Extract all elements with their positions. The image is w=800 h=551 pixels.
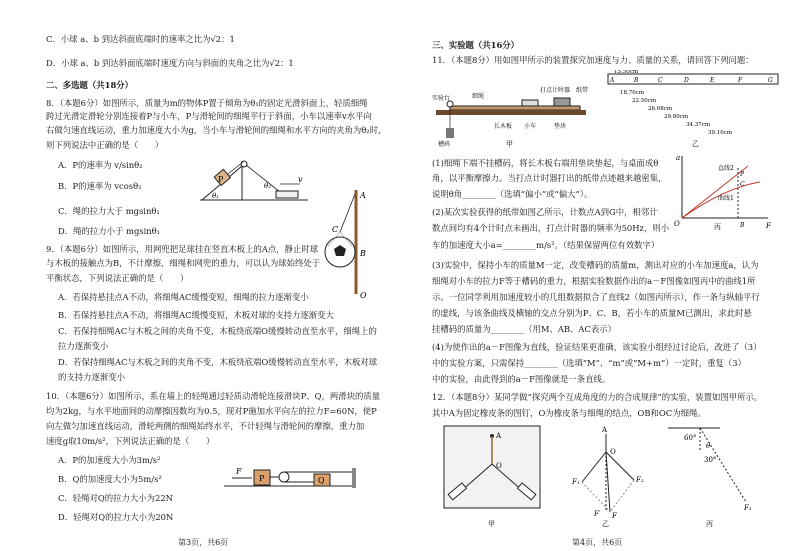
- q11-part1-2: 角，以平衡摩擦力。当打点计时器打出的纸带点迹越来越密集，: [432, 173, 667, 183]
- label-c: C: [332, 225, 339, 234]
- tape-point-c: C: [658, 77, 663, 84]
- label-bing: 丙: [706, 520, 713, 528]
- q10-option-c: C．轻绳对Q的拉力大小为22N: [58, 493, 174, 503]
- wall: [352, 468, 356, 488]
- label-pad: 垫块: [554, 123, 567, 130]
- q8-stem-4: 则下列说法中正确的是（ ）: [46, 140, 164, 150]
- q9-stem-1: 9．（本题6分）如图所示，用网兜把足球挂在竖直木板上的A点，静止时球: [46, 244, 319, 254]
- q11-part3-5: 挂槽码的质量为________（用M、AB、AC表示）: [432, 324, 616, 334]
- q10-option-d: D．轻绳对Q的拉力大小为20N: [58, 512, 174, 522]
- q11-part4-1: (4)为使作出的a－F图像为直线，验证结果更准确，该实验小组经过讨论后，改进了（3）: [432, 342, 762, 352]
- label-theta2: θ₂: [264, 182, 272, 190]
- q9-option-d-1: D．若保持细绳AC与木板之间的夹角不变，木板绕底端O缓慢转动直至水平，木板对球: [58, 357, 378, 367]
- label-f: F: [612, 512, 617, 520]
- lab-table: [436, 110, 586, 115]
- label-bing: 丙: [714, 223, 721, 230]
- q9-option-c-1: C．若保持细绳AC与木板之间的夹角不变，木板绕底端O缓慢转动直至水平，细绳上的: [58, 326, 377, 336]
- label-f1: F₁: [744, 504, 752, 512]
- label-p: P: [259, 474, 265, 483]
- page-4: [400, 0, 790, 551]
- tape-point-b: B: [634, 77, 639, 84]
- tape-dist-2: 18.70cm: [620, 90, 645, 96]
- q10-stem-3: 向左做匀加速直线运动，滑轮两侧的细绳始终水平，不计轻绳与滑轮间的摩擦，重力加: [46, 421, 365, 431]
- q8-option-b: B．P的速率为 vcosθ₂: [58, 181, 142, 191]
- label-b: B: [360, 249, 366, 258]
- label-f1: F₁: [572, 478, 580, 486]
- label-board: 长木板: [494, 123, 513, 130]
- q10-stem-1: 10．（本题6分）如图所示，系在墙上的轻绳通过轻质动滑轮连接滑块P、Q，两滑块的质量: [46, 391, 381, 401]
- q11-stem: 11．（本题8分）用如图甲所示的装置探究加速度与力、质量的关系，请回答下列问题：: [432, 55, 754, 65]
- tape-dist-6: 34.37cm: [686, 122, 711, 128]
- q11-part2-2: 数点间均有4个计时点未画出，打点计时器的频率为50Hz，则小: [432, 223, 670, 233]
- label-theta: θ: [706, 442, 711, 450]
- long-board: [450, 106, 580, 110]
- q12-figure-yi: [556, 422, 656, 530]
- q12-stem-2: 其中A为固定橡皮条的图钉，O为橡皮条与细绳的结点，OB和OC为细绳。: [432, 408, 706, 418]
- label-c: C: [740, 181, 745, 188]
- label-f: F: [236, 467, 242, 476]
- label-60: 60°: [684, 434, 697, 442]
- q8-figure: [196, 136, 314, 206]
- label-pulley: 细绳: [472, 93, 485, 100]
- q12-figure-jia: [440, 422, 548, 530]
- label-weights: 槽码: [438, 141, 451, 148]
- q11-part3-3: 示。一位同学利用加速度较小的几组数据拟合了直线2（如图丙所示），作一条与纵轴平行: [432, 292, 760, 302]
- q11-figure-jia: [432, 70, 600, 152]
- tape-dist-4: 26.08cm: [648, 106, 673, 112]
- q10-stem-2: 均为2kg，与水平地面间的动摩擦因数均为0.5，现对P施加水平向左的拉力F=60N，使P: [46, 406, 377, 416]
- page-footer: 第4页，共6页: [572, 538, 623, 547]
- tape-point-d: D: [684, 77, 689, 84]
- pulley: [241, 161, 247, 167]
- rope-ac: [340, 194, 355, 232]
- rope-1: [228, 162, 243, 174]
- label-p: P: [218, 175, 224, 184]
- q11-part1-3: 说明θ角________（选填“偏小”或“偏大”）。: [432, 189, 593, 199]
- label-q: Q: [318, 476, 325, 485]
- vector-f1: [582, 452, 606, 482]
- q11-part1-1: (1)细绳下端不挂槽码，将长木板右端用垫块垫起，与桌面成θ: [432, 158, 659, 168]
- label-jia: 甲: [488, 520, 495, 528]
- label-timer: 打点计时器: [540, 87, 571, 94]
- tape-dist-1: 15.50cm: [614, 70, 639, 75]
- label-line2: 直线2: [718, 165, 734, 172]
- tape-point-g: G: [768, 77, 773, 84]
- q11-part3-1: (3)实验中，保持小车的质量M一定，改变槽码的质量m，测出对应的小车加速度a，认为: [432, 260, 759, 270]
- q11-part4-2: 中的实验方案，只需保持________（选填“M”、“m”或“M+m”）一定时，重复（3）: [432, 358, 746, 368]
- q11-figure-yi-tape: [606, 70, 782, 148]
- label-o: O: [674, 220, 680, 228]
- cart: [522, 100, 538, 106]
- force-direction: [700, 428, 746, 502]
- label-yi: 乙: [692, 140, 699, 148]
- q8-option-d: D．绳的拉力小于 mgsinθ₁: [58, 226, 161, 236]
- label-o: O: [610, 448, 616, 456]
- option-7d: D．小球 a、b 到达斜面底端时速度方向与斜面的夹角之比为√2：1: [46, 58, 294, 68]
- pulley: [279, 472, 289, 482]
- tape-point-e: E: [710, 77, 715, 84]
- q12-figure-bing: [660, 422, 760, 530]
- q9-figure: [318, 186, 370, 302]
- page-footer: 第3页，共6页: [178, 538, 229, 547]
- label-cart: 小车: [524, 123, 537, 130]
- label-curve1: 曲线1: [718, 195, 734, 202]
- label-jia: 甲: [506, 140, 513, 148]
- label-a: a: [676, 154, 681, 162]
- tape-point-f: F: [738, 77, 743, 84]
- weights: [446, 128, 454, 138]
- q11-part3-2: 细绳对小车的拉力F等于槽码的重力，根据实验数据作出的a－F图像如图丙中的曲线1所: [432, 276, 756, 286]
- parallelogram-2: [610, 480, 634, 512]
- q8-stem-2: 跨过光滑定滑轮分别连接着P与小车，P与滑轮间的细绳平行于斜面，小车以速率v水平向: [46, 111, 372, 121]
- label-desk: 实验台: [432, 95, 451, 102]
- label-b: B: [740, 222, 745, 229]
- cart: [276, 191, 298, 198]
- tape-dist-3: 22.50cm: [632, 98, 657, 104]
- label-f2: F₂: [636, 476, 644, 484]
- option-7c: C．小球 a、b 到达斜面底端时的速率之比为√2：1: [46, 34, 235, 44]
- rope-2: [246, 165, 280, 192]
- q12-stem-1: 12．（本题8分）某同学做“探究两个互成角度的力的合成规律”的实验，装置如图甲所示。: [432, 392, 763, 402]
- label-p: P: [740, 171, 745, 178]
- label-tape: 纸带: [576, 87, 589, 94]
- timer: [554, 98, 570, 106]
- q9-option-a: A．若保持悬挂点A不动，将细绳AC缓慢变短，细绳的拉力逐渐变小: [58, 292, 309, 302]
- q9-stem-3: 平衡状态，下列说法正确的是（ ）: [46, 273, 189, 283]
- tape-dist-7: 39.10cm: [708, 130, 733, 136]
- q10-option-b: B．Q的加速度大小为5m/s²: [58, 474, 162, 484]
- label-o: O: [360, 291, 367, 300]
- q8-option-c: C．绳的拉力大于 mgsinθ₁: [58, 206, 160, 216]
- section-heading-lab: 三、实验题（共16分）: [432, 40, 520, 50]
- page-3: [0, 0, 390, 551]
- q8-option-a: A．P的速率为 v/sinθ₂: [58, 160, 143, 170]
- label-theta1: θ₁: [212, 192, 220, 200]
- q8-stem-3: 右做匀速直线运动，重力加速度大小为g，当小车与滑轮间的细绳和水平方向的夹角为θ₂时，: [46, 125, 387, 135]
- q9-option-b: B．若保持悬挂点A不动，将细绳AC缓慢变短，木板对球的支持力逐渐变大: [58, 310, 334, 320]
- label-a: A: [602, 426, 608, 434]
- section-heading-multi: 二、多选题（共18分）: [46, 80, 134, 90]
- q11-figure-bing: [674, 152, 774, 230]
- q9-option-c-2: 拉力逐渐变小: [58, 341, 109, 351]
- q11-part4-3: 中的实验，由此得到的a－F图像就是一条直线。: [432, 374, 611, 384]
- label-30: 30°: [704, 456, 717, 464]
- q11-part2-1: (2)某次实验获得的纸带如图乙所示，计数点A到G中，相邻计: [432, 207, 658, 217]
- q9-stem-2: 与木板的接触点为B，不计摩擦，细绳和网兜的重力，可以认为球始终处于: [46, 258, 321, 268]
- q10-figure: [222, 460, 362, 492]
- vector-f2: [606, 452, 634, 480]
- tape-point-a: A: [610, 77, 615, 84]
- label-f: F: [766, 222, 771, 230]
- q9-option-d-2: 的支持力逐渐变小: [58, 372, 125, 382]
- label-o: O: [496, 462, 502, 470]
- label-yi: 乙: [602, 520, 609, 528]
- label-v: v: [298, 175, 303, 184]
- q11-part2-3: 车的加速度大小a=________m/s²。（结果保留两位有效数字）: [432, 240, 660, 250]
- q10-stem-4: 速度g取10m/s²，下列说法正确的是（ ）: [46, 436, 215, 446]
- vector-f: [606, 452, 610, 512]
- label-a: A: [496, 432, 502, 440]
- label-a: A: [360, 191, 366, 200]
- q8-stem-1: 8．（本题6分）如图所示，质量为m的物体P置于倾角为θ₁的固定光滑斜面上，轻质细绳: [46, 98, 368, 108]
- label-f-prime: F′: [594, 510, 601, 518]
- q11-part3-4: 的虚线，与该条曲线及横轴的交点分别为P、C、B，若小车的质量M已测出，求此时悬: [432, 308, 752, 318]
- tape-dist-5: 29.80cm: [664, 114, 689, 120]
- q10-option-a: A．P的加速度大小为3m/s²: [58, 455, 161, 465]
